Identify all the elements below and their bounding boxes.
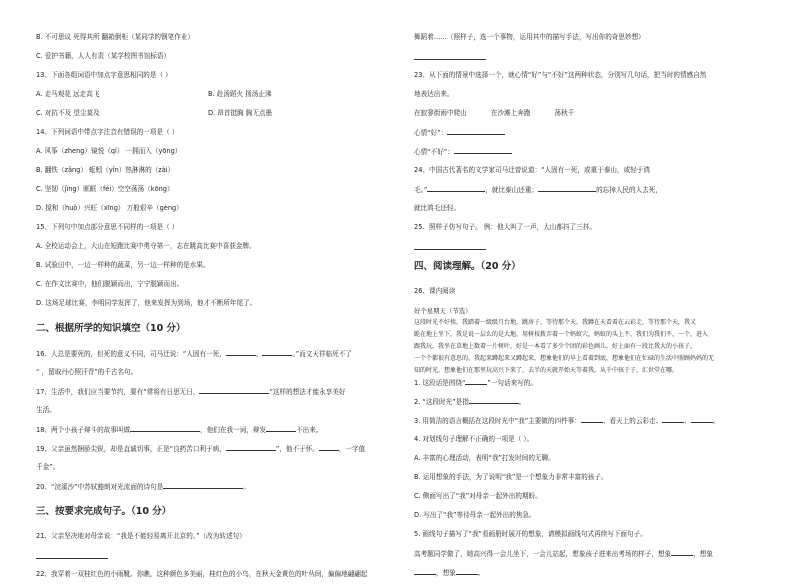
- answer-blank[interactable]: [691, 415, 713, 423]
- question-19: 19、父亲虽然捆骄尖锐，却是直诚切事，正是“良药苦口利于病， ”，他不于怀。 ，一字值: [36, 445, 366, 453]
- passage-line: 跪在地上坐下，我是说一层么的是大地，用树枝拨弄着一个蚂蚁穴，蚂蚁的头上不，我们为我们不，一个，进入: [414, 331, 709, 338]
- question-24-end: 就比鸿毛还轻。: [414, 204, 461, 212]
- question-22: 22、我穿着一双桂红色的小雨靴。你瞧，这种颜色多美丽，桂红色的小鸟，在秋天金黄色的叶丛间，偏偏地翩翩起: [36, 570, 368, 578]
- answer-line[interactable]: [414, 51, 486, 60]
- q14-option-b: B. 翻铁（zǎnɡ） 蚯蚓（yǐn）热淋淋的（zài）: [36, 166, 175, 174]
- question-24-cont: 毛。” ，就比泰山还重； 的忘掉人民的人去死，: [414, 186, 662, 194]
- answer-blank[interactable]: [454, 146, 512, 154]
- passage-line: 跟我玩，我坐在草地上数着一片树叶，好是一本看了多少个团的彩色画儿。好上面有一段比我大的小孩子，: [414, 343, 697, 350]
- question-25: 25、照样子仿写句子。 例：他大叫了一声，大山都抖了三抖。: [414, 223, 596, 231]
- question-24: 24、中国古代著名的文学家司马迁曾说道：“人固有一死，或重于泰山，或轻于鸿: [414, 166, 650, 174]
- question-14: 14、下列词语中带点字注音有错误的一项是（ ）: [36, 128, 179, 136]
- question-16: 16、人总是要死的，但死的意义不同，司马迁说：“人固有一死， ， 。”而文天祥临死不了: [36, 350, 352, 358]
- answer-blank[interactable]: [266, 424, 296, 432]
- q13-options-row: [36, 89, 380, 99]
- reading-q3: 3. 用简洁的语言概括在这段时光中“我”主要做的四件事： 、看天上的云彩走、 、 。: [414, 417, 720, 425]
- q4-option-c: C. 侧面写出了“我”对母亲一起外出的期盼。: [414, 492, 542, 500]
- q13-option-d: D. 昂首挺胸 胸无点墨: [208, 109, 273, 117]
- question-22-cont: 舞蹈着……（照样子，选一个事物，运用其中的描写手法，写出你的奇思妙想）: [414, 33, 645, 41]
- q12-option-b: B. 不可思议 死得其所 翻箱倒柜（某同学的钢笔作业）: [36, 33, 194, 41]
- question-15: 15、下列句中加点部分意思不同样的一项是（ ）: [36, 223, 179, 231]
- answer-blank[interactable]: [447, 127, 505, 135]
- question-19-cont: 千金”。: [36, 463, 60, 471]
- q13-option-b: B. 赴汤蹈火 扬汤止沸: [208, 90, 272, 98]
- scene-options: [414, 108, 760, 118]
- answer-blank[interactable]: [427, 184, 485, 192]
- answer-blank[interactable]: [262, 348, 292, 356]
- answer-blank[interactable]: [414, 567, 436, 575]
- mood-bad-line: 心情“不好”：: [414, 146, 760, 156]
- answer-blank[interactable]: [671, 548, 693, 556]
- answer-blank[interactable]: [469, 396, 519, 404]
- question-17: 17、生活中，我们应当要节约，要有“常将有日思无日， ”这样的想法才能永享美好: [36, 388, 346, 396]
- passage-title: 好个星期天（节选）: [414, 307, 472, 315]
- answer-blank[interactable]: [456, 567, 478, 575]
- question-18: 18、两个小孩子辩斗的故事叫做 ，他们在我一词，辩发 不出来。: [36, 426, 323, 434]
- answer-line[interactable]: [414, 241, 486, 250]
- question-21: 21、父亲坚决地对母亲说：“我是不能轻易离开北京的。”（改为转述句）: [36, 532, 246, 540]
- scene-option: 荡秋千: [554, 109, 575, 117]
- answer-blank[interactable]: [319, 443, 339, 451]
- reading-q5-cont: ，想象 。: [414, 567, 760, 577]
- question-23-cont: 地表达出来。: [414, 90, 454, 98]
- q4-option-d: D. 写出了“我”等待母亲一起外出的焦急。: [414, 511, 536, 519]
- q15-option-c: C. 在作文比赛中，他们脱颖而出，宁宁脱颖而出。: [36, 280, 184, 288]
- q14-option-d: D. 搅和（huò）兴旺（xīnɡ） 万般艰辛（ɡènɡ）: [36, 204, 183, 212]
- section-3-heading: 三、按要求完成句子。（10 分）: [36, 506, 172, 517]
- reading-q1: 1. 这段话是围绕“ ”一句话来写的。: [414, 379, 537, 387]
- q14-option-c: C. 坚韧（jìng）眶眶（féi）空空荡荡（kōng）: [36, 185, 174, 193]
- q15-option-a: A. 全校运动会上，大山在短跑比赛中勇夺第一，志在跳高比赛中喜获金牌。: [36, 242, 256, 250]
- q4-option-a: A. 丰富的心理活动，表明“我”打发时间的无聊。: [414, 454, 555, 462]
- reading-q5-example: 高考题同学做了，她高兴得一会儿坐下，一会儿站起，想象孩子进来出考场的样子，想象 ，想象: [414, 550, 713, 558]
- answer-blank[interactable]: [581, 415, 603, 423]
- passage-line: 这段时光不好挨。我踏着一级级月台地，跳房子，等待那个天。我蹲在天看着在云彩走，等待那个天，我又: [414, 319, 697, 326]
- answer-blank[interactable]: [662, 415, 684, 423]
- question-13: 13、下面各组词语中加点字意思相同的是（ ）: [36, 71, 172, 79]
- answer-line[interactable]: [36, 550, 108, 559]
- answer-blank[interactable]: [465, 377, 487, 385]
- passage-line: 知的时光，想象他们在那里玩高兴下来了，去半的天就开始天等着我，从千中孩于子，汇世堂在哪。: [414, 367, 679, 374]
- q14-option-a: A. 风筝（zhenɡ）镜悦（qí） 一拥而入（yōnɡ）: [36, 147, 182, 155]
- scene-option: 在寂寥街雨中爬山: [414, 109, 467, 117]
- question-23: 23、从下面的情景中选择一个，就心情“好”与“不好”这两种状态，分别写几句话，把当时的情感自然: [414, 71, 707, 79]
- section-4-heading: 四、阅读理解。（20 分）: [414, 261, 521, 272]
- reading-q4: 4. 对划线句子理解不正确的一项是（ ）。: [414, 435, 534, 443]
- answer-blank[interactable]: [163, 481, 243, 489]
- mood-good-line: 心情“好”：: [414, 127, 760, 137]
- scene-option: 在沙滩上奔跑: [490, 109, 531, 117]
- section-2-heading: 二、根据所学的知识填空（10 分）: [36, 323, 186, 334]
- question-16-cont: “ ，留取丹心照汗青”的千古名句。: [36, 368, 138, 376]
- answer-blank[interactable]: [130, 424, 200, 432]
- reading-q5: 5. 画线句子描写了“我”看画册时展开的想象，请模拟画线句式再续写下面句子。: [414, 530, 647, 538]
- left-column: [36, 32, 380, 588]
- passage-line: 一个个都很有意思的，我起来蹲起来又蹲起来，想象他们的早上看着到底，想象他们在忙碌的生活中照顾妈妈的无: [414, 355, 715, 362]
- answer-blank[interactable]: [226, 348, 256, 356]
- answer-blank[interactable]: [538, 184, 596, 192]
- reading-passage: [414, 317, 760, 377]
- q15-option-b: B. 试验田中，一边一样种的蔬菜，另一边一样种的是水果。: [36, 261, 210, 269]
- right-column: [414, 32, 760, 586]
- q12-option-c: C. 爱护书籍，人人有责（某学校图书馆标语）: [36, 52, 171, 60]
- question-20: 20、“浣溪沙”中苏轼豁朗对光流面的诗句是 。: [36, 483, 250, 491]
- q4-option-b: B. 运用想象的手法，为了说明“我”是一个想象力非常丰富的孩子。: [414, 473, 608, 481]
- question-17-cont: 生活。: [36, 406, 56, 414]
- answer-blank[interactable]: [226, 443, 276, 451]
- q15-option-d: D. 这场足球比赛，李明同学发挥了，他来发挥为到场，他才不断所年尾了。: [36, 299, 257, 307]
- reading-q2: 2. “这段时光”是指 。: [414, 398, 526, 406]
- reading-subheading: 26、课内阅读: [414, 287, 456, 295]
- q13-options-row: [36, 108, 380, 118]
- q13-option-a: A. 走马观花 远走高飞: [36, 90, 100, 98]
- q13-option-c: C. 对抗不及 望尘莫及: [36, 109, 100, 117]
- answer-blank[interactable]: [199, 386, 269, 394]
